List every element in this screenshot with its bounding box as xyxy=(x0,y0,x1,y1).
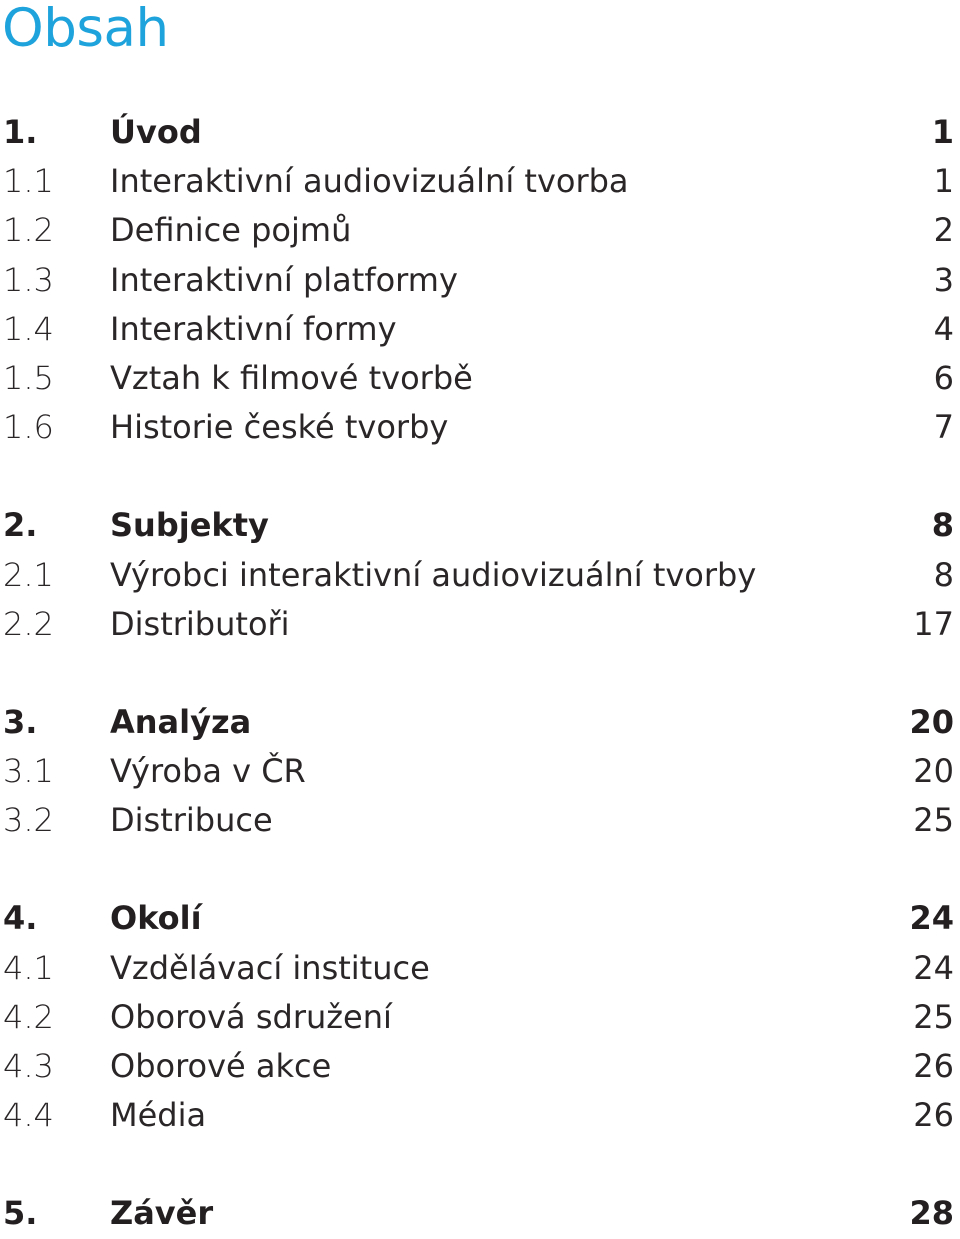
toc-chapter[interactable] xyxy=(0,501,960,550)
chapter-title: Okolí xyxy=(110,899,202,938)
entry-number: 3.1 xyxy=(3,752,54,791)
entry-number: 4.1 xyxy=(3,948,54,987)
page-number: 1 xyxy=(931,113,954,151)
entry-title: Interaktivní audiovizuální tvorba xyxy=(110,162,629,201)
toc-entry[interactable] xyxy=(0,1091,960,1140)
toc-entry[interactable] xyxy=(0,993,960,1042)
page-number: 4 xyxy=(933,309,954,348)
page-title: Obsah xyxy=(2,0,169,59)
chapter-number: 1. xyxy=(3,113,38,151)
chapter-title: Úvod xyxy=(110,113,202,151)
entry-number: 1.1 xyxy=(3,162,54,201)
toc-entry[interactable] xyxy=(0,157,960,206)
toc-entry[interactable] xyxy=(0,600,960,649)
entry-number: 4.2 xyxy=(3,997,54,1036)
page-number: 26 xyxy=(913,1096,954,1135)
entry-title: Interaktivní formy xyxy=(110,309,397,348)
entry-title: Vzdělávací instituce xyxy=(110,948,430,987)
page-number: 26 xyxy=(913,1047,954,1085)
entry-number: 1.4 xyxy=(3,309,54,348)
chapter-title: Analýza xyxy=(110,702,252,741)
toc-entry[interactable] xyxy=(0,256,960,305)
chapter-number: 3. xyxy=(3,702,38,741)
toc-chapter[interactable] xyxy=(0,698,960,747)
toc-section-3 xyxy=(0,698,960,846)
entry-number: 2.2 xyxy=(3,604,54,643)
chapter-number: 2. xyxy=(3,506,38,545)
page-number: 20 xyxy=(909,702,954,741)
page-number: 2 xyxy=(933,211,954,250)
toc-entry[interactable] xyxy=(0,206,960,255)
entry-title: Distributoři xyxy=(110,604,290,643)
entry-number: 1.3 xyxy=(3,260,54,299)
entry-number: 1.2 xyxy=(3,211,54,250)
toc-entry[interactable] xyxy=(0,796,960,845)
toc-entry[interactable] xyxy=(0,944,960,993)
entry-number: 3.2 xyxy=(3,801,54,840)
entry-number: 1.6 xyxy=(3,408,54,447)
entry-title: Definice pojmů xyxy=(110,211,352,250)
entry-title: Oborové akce xyxy=(110,1047,332,1085)
page-number: 17 xyxy=(913,604,954,643)
entry-title: Výrobci interaktivní audiovizuální tvorby xyxy=(110,555,757,594)
page-number: 7 xyxy=(933,408,954,447)
page-number: 8 xyxy=(931,506,954,545)
entry-title: Výroba v ČR xyxy=(110,752,306,791)
entry-title: Oborová sdružení xyxy=(110,997,392,1036)
page-number: 3 xyxy=(933,260,954,299)
entry-title: Distribuce xyxy=(110,801,273,840)
page-number: 28 xyxy=(909,1194,954,1233)
toc-section-2 xyxy=(0,501,960,649)
entry-title: Vztah k filmové tvorbě xyxy=(110,358,473,397)
table-of-contents xyxy=(0,108,960,1239)
entry-number: 2.1 xyxy=(3,555,54,594)
toc-entry[interactable] xyxy=(0,354,960,403)
toc-section-1 xyxy=(0,108,960,452)
entry-title: Média xyxy=(110,1096,207,1135)
toc-section-4 xyxy=(0,894,960,1140)
toc-entry[interactable] xyxy=(0,551,960,600)
toc-entry[interactable] xyxy=(0,305,960,354)
page-number: 25 xyxy=(913,801,954,840)
toc-chapter[interactable] xyxy=(0,108,960,157)
chapter-number: 5. xyxy=(3,1194,38,1233)
page-number: 24 xyxy=(909,899,954,938)
page-number: 1 xyxy=(933,162,954,201)
page-number: 24 xyxy=(913,948,954,987)
toc-chapter[interactable] xyxy=(0,894,960,943)
page-number: 25 xyxy=(913,997,954,1036)
chapter-title: Subjekty xyxy=(110,506,269,545)
page-number: 8 xyxy=(933,555,954,594)
entry-title: Interaktivní platformy xyxy=(110,260,458,299)
toc-entry[interactable] xyxy=(0,403,960,452)
entry-number: 4.3 xyxy=(3,1047,54,1085)
toc-entry[interactable] xyxy=(0,1042,960,1091)
chapter-title: Závěr xyxy=(110,1194,214,1233)
entry-title: Historie české tvorby xyxy=(110,408,449,447)
page-number: 20 xyxy=(913,752,954,791)
chapter-number: 4. xyxy=(3,899,38,938)
entry-number: 1.5 xyxy=(3,358,54,397)
toc-entry[interactable] xyxy=(0,747,960,796)
toc-chapter[interactable] xyxy=(0,1189,960,1238)
page-number: 6 xyxy=(933,358,954,397)
entry-number: 4.4 xyxy=(3,1096,54,1135)
toc-section-5 xyxy=(0,1189,960,1238)
